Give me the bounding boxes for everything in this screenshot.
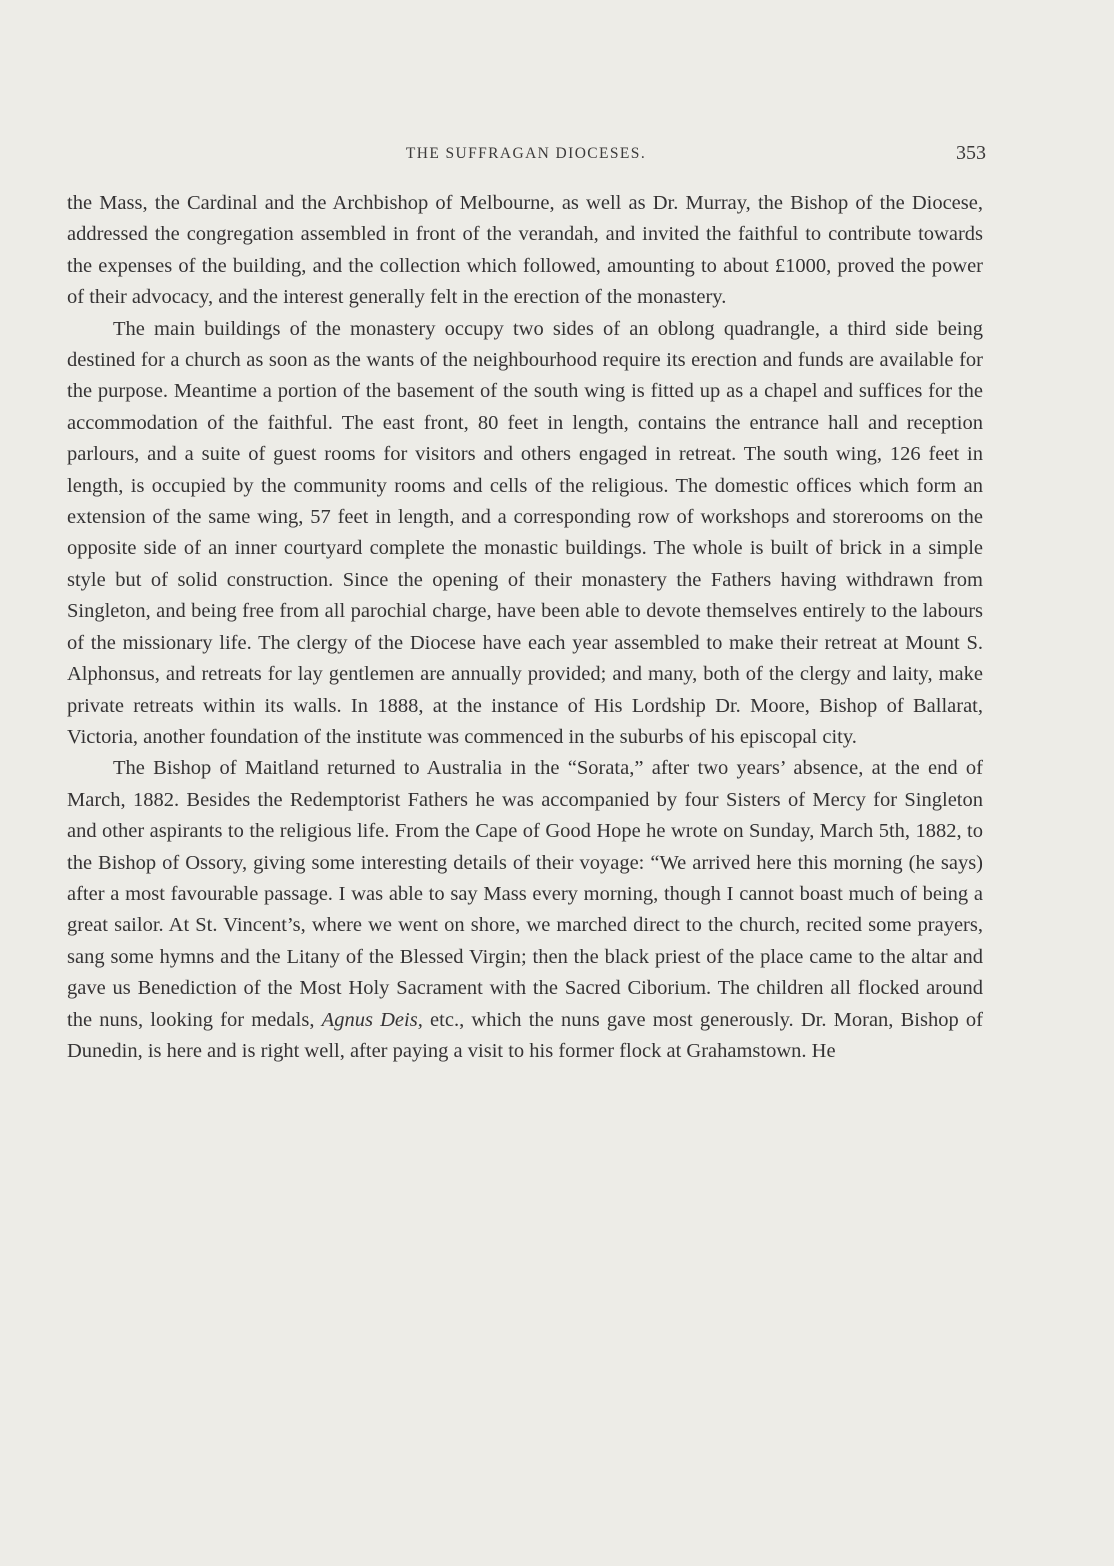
running-title: THE SUFFRAGAN DIOCESES. <box>405 145 647 162</box>
paragraph-monastery-buildings: The main buildings of the monastery occupy two sides of an oblong quadrangle, a third side being destined for a church as soon as the wants of the neighbourhood require its erection and funds are available for the purpose. Meantime a portion of the basement of the south wing is fitted up as a chapel and suffices for the accommodation of the faithful. The east front, 80 feet in length, contains the entrance hall and reception parlours, and a suite of guest rooms for visitors and others engaged in retreat. The south wing, 126 feet in length, is occupied by the community rooms and cells of the religious. The domestic offices which form an extension of the same wing, 57 feet in length, and a corresponding row of workshops and storerooms on the opposite side of an inner courtyard complete the monastic buildings. The whole is built of brick in a simple style but of solid construction. Since the opening of their monastery the Fathers having withdrawn from Singleton, and being free from all parochial charge, have been able to devote themselves entirely to the labours of the missionary life. The clergy of the Diocese have each year assembled to make their retreat at Mount S. Alphonsus, and retreats for lay gentlemen are annually provided; and many, both of the clergy and laity, make private retreats within its walls. In 1888, at the instance of His Lordship Dr. Moore, Bishop of Ballarat, Victoria, another foundation of the institute was commenced in the suburbs of his episcopal city. <box>67 317 983 748</box>
paragraph-bishop-return <box>67 753 983 1067</box>
body-text <box>67 188 983 1067</box>
italic-agnus-deis: Agnus Deis, <box>321 1008 423 1031</box>
paragraph-text-after-italic: etc., which the nuns gave most generously. Dr. Moran, Bishop of Dunedin, is here and is right well, after paying a visit to his former flock at Grahamstown. He <box>67 1008 984 1062</box>
paragraph-text-before-italic: The Bishop of Maitland returned to Australia in the “Sorata,” after two years’ absence, at the end of March, 1882. Besides the Redemptorist Fathers he was accompanied by four Sisters of Mercy for Singleton and other aspirants to the religious life. From the Cape of Good Hope he wrote on Sunday, March 5th, 1882, to the Bishop of Ossory, giving some interesting details of their voyage: “We arrived here this morning (he says) after a most favourable passage. I was able to say Mass every morning, though I cannot boast much of being a great sailor. At St. Vincent’s, where we went on shore, we marched direct to the church, recited some prayers, sang some hymns and the Litany of the Blessed Virgin; then the black priest of the place came to the altar and gave us Benediction of the Most Holy Sacrament with the Sacred Ciborium. The children all flocked around the nuns, looking for medals, <box>67 757 983 1031</box>
paragraph-continuation: the Mass, the Cardinal and the Archbishop of Melbourne, as well as Dr. Murray, the Bishop of the Diocese, addressed the congregation assembled in front of the verandah, and invited the faithful to contribute towards the expenses of the building, and the collection which followed, amounting to about £1000, proved the power of their advocacy, and the interest generally felt in the erection of the monastery. <box>67 192 983 309</box>
page-number: 353 <box>956 142 986 164</box>
running-head <box>66 142 986 168</box>
